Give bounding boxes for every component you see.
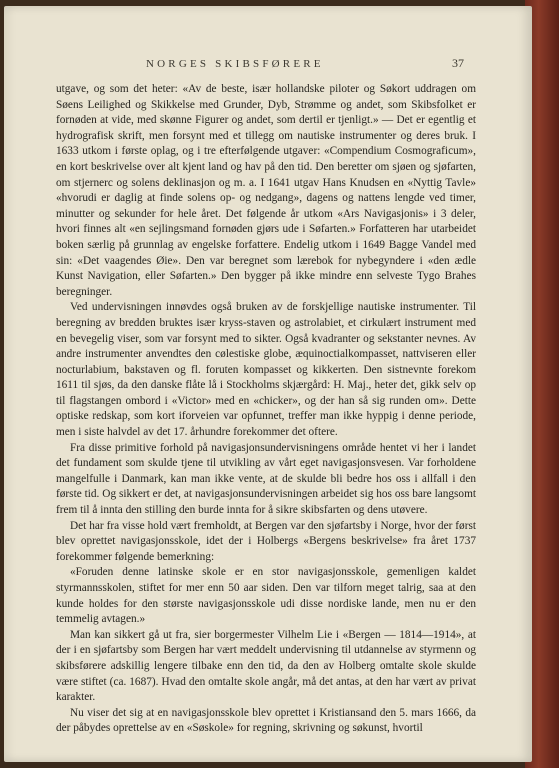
paragraph: utgave, og som det heter: «Av de beste, især hollandske piloter og Søkort uddragen om Søens Leilighed og Skikkelse med Grunder, Dyb, Strømme og andet, som Skibsfolket er fornøden at vide, med skønne Figurer og andet, som dertil er tjenligt.» — Det er egentlig et hydrografisk skrift, men forsynt med et tillegg om nautiske instrumenter og deres bruk. I 1633 utkom i første oplag, og i tre efterfølgende utgaver: «Compendium Cosmograficum», en kort beskrivelse over alt kjent land og hav på den tid. Den beretter om sjøen og sjøfarten, om stjernerс og solens deklinasjon og m. a. I 1641 utgav Hans Knudsen en «Nyttig Tavle» «hvorudi er daglig at finde solens op- og nedgang», dagens og nattens lengde ved timer, minutter og sekunder for hele året. Det følgende år utkom «Ars Navigasjonis» i 3 deler, hvori finnes alt «en sejlingsmand fornøden gjørs ude i Søfarten.» Forfatteren har utarbeidet boken særlig på grunnlag av engelske forfattere. Endelig utkom i 1649 Bagge Vandel med sin: «Det vaagendes Øie». Den var beregnet som lærebok for nybegyndere i «den ædle Kunst Navigation, eller Søfarten.» Den bygger på ikke mindre enn selveste Tygo Brahes beregninger. — [56, 83, 476, 298]
paragraph: Det har fra visse hold vært fremholdt, at Bergen var den sjøfartsby i Norge, hvor der først blev oprettet navigasjonsskole, idet der i Holbergs «Bergens beskrivelse» fra året 1737 forekommer følgende bemerkning: — [56, 519, 476, 563]
book-page — [4, 6, 532, 762]
paragraph: Nu viser det sig at en navigasjonsskole blev oprettet i Kristiansand den 5. mars 1666, da der påbydes oprettelse av en «Søskole» for regning, skrivning og søkunst, hvortil — [56, 706, 476, 735]
running-title: NORGES SKIBSFØRERE — [146, 58, 324, 70]
paragraph: Ved undervisningen innøvdes også bruken av de forskjellige nautiske instrumenter. Til beregning av bredden bruktes især kryss-staven og astrolabiet, et cirkulært instrument med en bevegelig viser, som var forsynt med to sikter. Også kvadranter og sekstanter nevnes. Av andre instrumenter anvendtes den cølestiske globe, æquinoctialkompasset, nattviseren eller nocturlabium, bakstaven og fl. foruten kompasset og kikkerten. Den sistnevnte forekom 1611 til sjøs, da den danske flåte lå i Stockholms skjærgård: H. Maj., heter det, gikk selv op til flagstangen ombord i «Victor» med en «chicker», og der han så sig runden om». Dette optiske redskap, som kort iforveien var opfunnet, treffer man ikke hyppig i denne periode, men i siste halvdel av det 17. århundre forekommer det oftere. — [56, 301, 476, 439]
body-text — [56, 82, 476, 737]
quotation-paragraph: «Foruden denne latinske skole er en stor navigasjonsskole, gemenligen kaldet styrmannsskolen, stiftet for mer enn 50 aar siden. Den var tilforn meget talrig, saa at den kunde holdes for den største navigasjonsskole udi disse nordiske lande, men nu er den temmelig avtagen.» — [56, 566, 476, 626]
paragraph: Man kan sikkert gå ut fra, sier borgermester Vilhelm Lie i «Bergen — 1814—1914», at der i en sjøfartsby som Bergen har vært meddelt undervisning til utdannelse av styrmenn og skibsførere adskillig lengere tilbake enn den tid, da den av Holberg omtalte skole skulde være stiftet (ca. 1687). Hvad den omtalte skole angår, må det antas, at den har vært av privat karakter. — [56, 628, 476, 704]
page-header — [56, 56, 464, 71]
paragraph: Fra disse primitive forhold på navigasjonsundervisningens område hentet vi her i landet det fundament som skulde tjene til utvikling av vårt eget navigasjonsvesen. Var forholdene mangelfulle i Danmark, kan man ikke vente, at de skulde bli bedre hos oss i allfall i den første tid. Og sikkert er det, at navigasjonsundervisningen arbeidet sig hos oss bare langsomt frem til å innta den stilling den burde innta for å sikre skibsfarten og dens utøvere. — [56, 441, 476, 517]
page-number: 37 — [452, 56, 464, 70]
